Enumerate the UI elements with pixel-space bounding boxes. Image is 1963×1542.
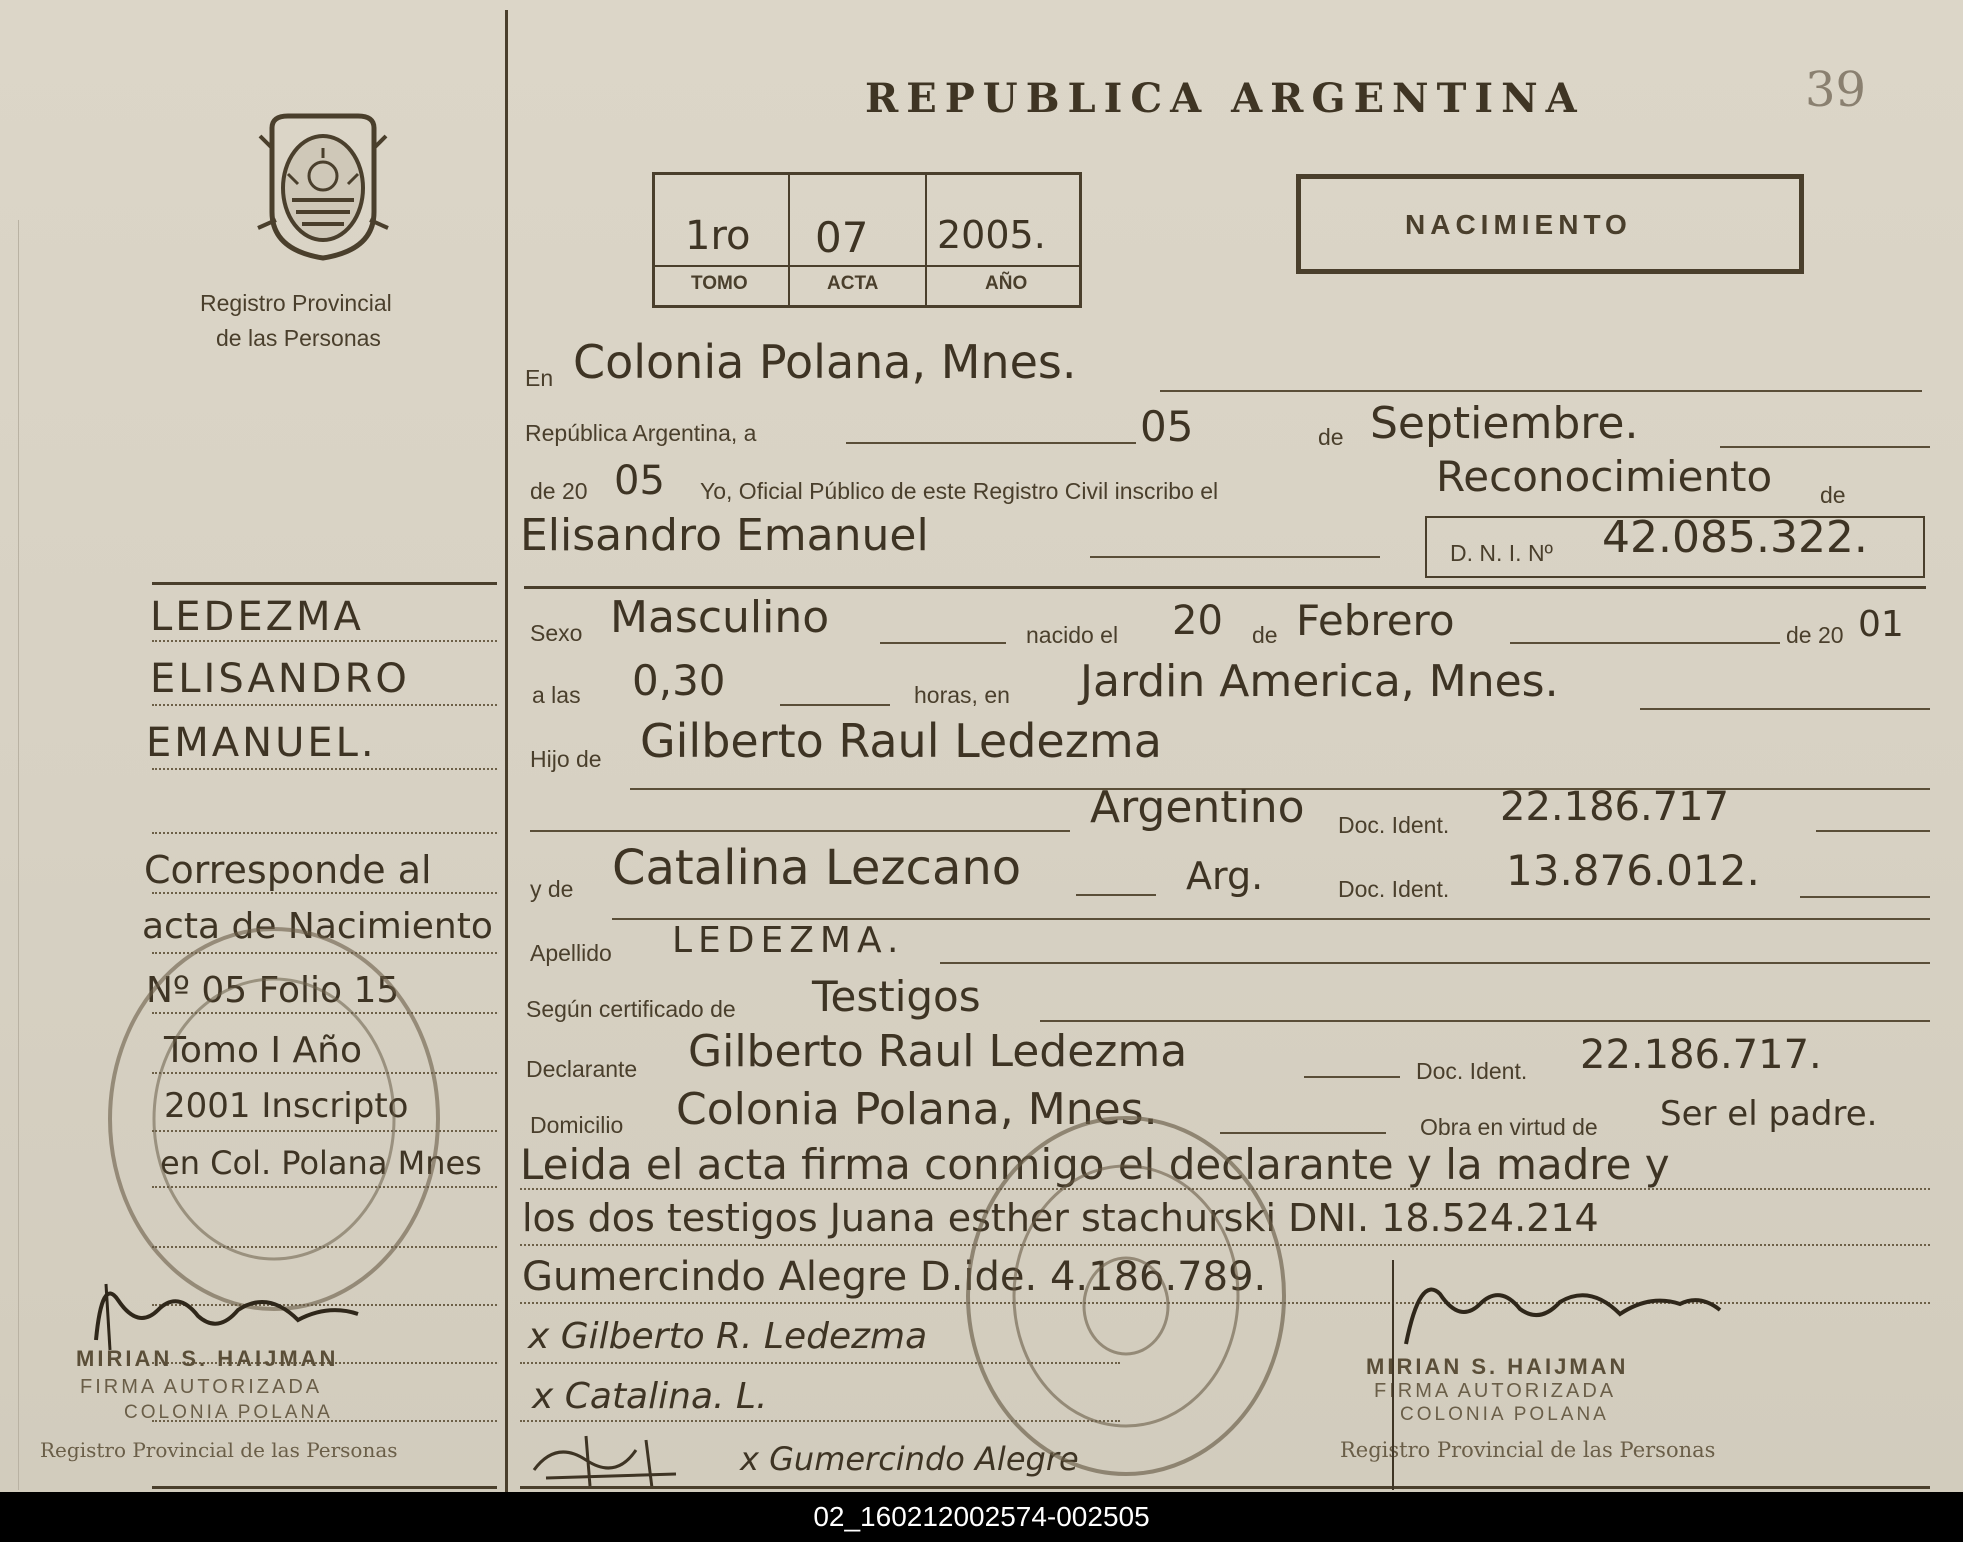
birthplace-value: Jardin America, Mnes. [1080,656,1559,707]
stamp-right-place: COLONIA POLANA [1400,1404,1609,1425]
domicilio-label: Domicilio [530,1112,624,1138]
notes-line2: los dos testigos Juana esther stachurski DNI. 18.524.214 [522,1196,1599,1240]
margin-given-name-1: ELISANDRO [150,656,410,702]
margin-note-line5: 2001 Inscripto [164,1086,409,1126]
tomo-value: 1ro [685,213,751,259]
doc-ident-label-1: Doc. Ident. [1338,812,1450,838]
sexo-value: Masculino [610,592,830,643]
birth-de20-label: de 20 [1786,622,1844,648]
stamp-left-place: COLONIA POLANA [124,1402,333,1423]
oficial-label: Yo, Oficial Público de este Registro Civil inscribo el [700,478,1219,504]
en-value: Colonia Polana, Mnes. [573,335,1077,389]
de20-label: de 20 [530,478,588,504]
declarante-doc-value: 22.186.717. [1580,1032,1822,1078]
a-las-label: a las [532,682,581,708]
country-title: REPUBLICA ARGENTINA [865,75,1585,122]
horas-label: horas, en [914,682,1010,708]
name-value: Elisandro Emanuel [520,510,929,561]
margin-note-line4: Tomo I Año [164,1030,362,1071]
record-box [652,172,1082,308]
inscribo-de-label: de [1820,482,1846,508]
father-nationality-value: Argentino [1090,782,1305,833]
signature-witness: x Gumercindo Alegre [740,1440,1079,1478]
witness-signature-scribble-icon [526,1430,696,1490]
hour-value: 0,30 [632,656,726,705]
binding-edge [18,220,19,1490]
registry-name-line1: Registro Provincial [200,290,392,316]
registry-name-line2: de las Personas [216,325,381,351]
father-value: Gilberto Raul Ledezma [640,714,1162,768]
day-value: 05 [1140,402,1194,451]
month-value: Septiembre. [1370,398,1639,449]
notes-line1: Leida el acta firma conmigo el declarante y la madre y [520,1140,1670,1189]
birth-year-suffix-value: 01 [1858,604,1904,645]
inscribo-value: Reconocimiento [1436,452,1773,501]
de-label: de [1318,424,1344,450]
margin-surname: LEDEZMA [150,594,364,640]
ano-label: AÑO [985,273,1028,294]
signature-father: x Gilberto R. Ledezma [528,1316,928,1357]
acta-label: ACTA [827,273,879,294]
margin-note-line1: Corresponde al [144,848,432,892]
segun-value: Testigos [812,972,981,1021]
obra-label: Obra en virtud de [1420,1114,1598,1140]
segun-label: Según certificado de [526,996,736,1022]
record-type: NACIMIENTO [1405,209,1632,240]
margin-note-line6: en Col. Polana Mnes [160,1144,482,1182]
margin-note-line3: Nº 05 Folio 15 [146,970,400,1011]
dni-label: D. N. I. Nº [1450,540,1553,566]
stamp-left-role: FIRMA AUTORIZADA [80,1376,323,1398]
nacido-label: nacido el [1026,622,1119,648]
obra-value: Ser el padre. [1660,1094,1878,1134]
stamp-left-name: MIRIAN S. HAIJMAN [76,1346,339,1371]
declarante-label: Declarante [526,1056,638,1082]
mother-nationality-value: Arg. [1186,854,1264,898]
tomo-label: TOMO [691,273,748,294]
acta-value: 07 [815,213,869,262]
ano-value: 2005. [937,213,1046,257]
declarante-value: Gilberto Raul Ledezma [688,1026,1188,1077]
mother-value: Catalina Lezcano [612,840,1022,896]
sexo-label: Sexo [530,620,583,646]
father-doc-value: 22.186.717 [1500,784,1730,830]
record-type-box [1296,174,1804,274]
page-number: 39 [1805,62,1867,118]
margin-given-name-2: EMANUEL. [146,720,377,766]
year-suffix-value: 05 [614,458,665,504]
apellido-label: Apellido [530,940,612,966]
hijo-label: Hijo de [530,746,602,772]
birth-de-label: de [1252,622,1278,648]
stamp-right-office: Registro Provincial de las Personas [1340,1438,1716,1462]
doc-ident-label-2: Doc. Ident. [1338,876,1450,902]
signature-mother: x Catalina. L. [532,1376,768,1417]
apellido-value: LEDEZMA. [672,920,905,961]
doc-ident-label-3: Doc. Ident. [1416,1058,1528,1084]
official-round-stamp-right-icon [956,1106,1296,1486]
republica-label: República Argentina, a [525,420,757,446]
birth-month-value: Febrero [1296,596,1455,645]
stamp-right-role: FIRMA AUTORIZADA [1374,1380,1617,1402]
column-divider [505,10,508,1492]
en-label: En [525,365,554,391]
y-de-label: y de [530,876,574,902]
official-round-stamp-left-icon [98,916,450,1322]
mother-doc-value: 13.876.012. [1506,846,1760,895]
birth-day-value: 20 [1172,598,1223,644]
authorized-signature-left-icon [88,1270,368,1354]
domicilio-value: Colonia Polana, Mnes. [676,1084,1158,1135]
dni-value: 42.085.322. [1602,512,1868,563]
stamp-right-name: MIRIAN S. HAIJMAN [1366,1354,1629,1379]
province-seal-icon [252,108,394,264]
notes-line3: Gumercindo Alegre D.ide. 4.186.789. [522,1254,1267,1300]
image-id-footer: 02_160212002574-002505 [0,1492,1963,1542]
stamp-left-office: Registro Provincial de las Personas [40,1438,398,1462]
margin-note-line2: acta de Nacimiento [142,906,493,947]
